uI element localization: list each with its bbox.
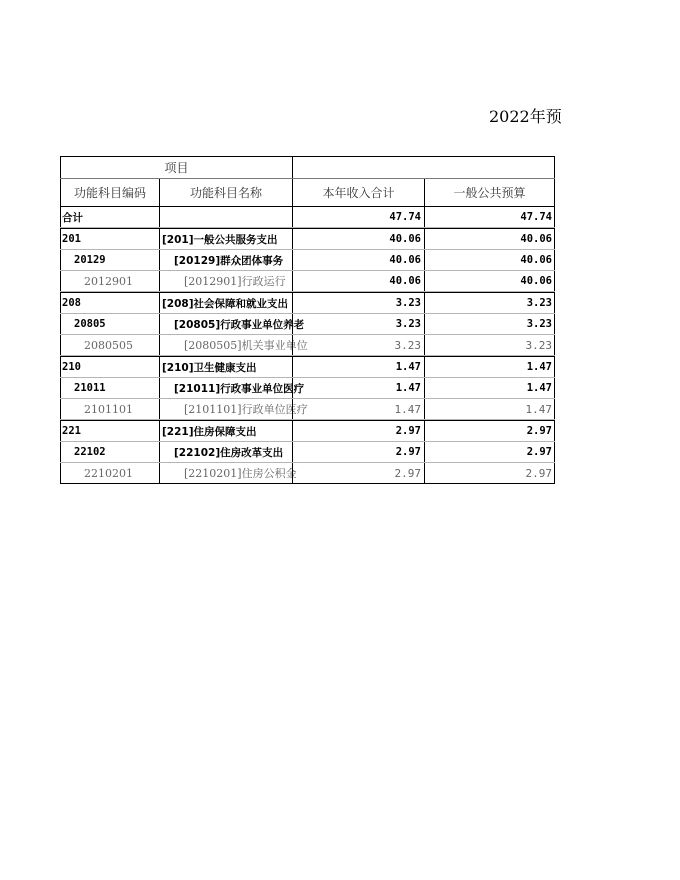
group-header-empty <box>292 157 555 178</box>
row-code: 21011 <box>60 378 159 398</box>
row-total: 1.47 <box>292 357 424 377</box>
row-name: [208]社会保障和就业支出 <box>159 293 292 313</box>
row-code: 20129 <box>60 250 159 270</box>
page-title: 2022年预 <box>489 107 562 126</box>
column-header-name: 功能科目名称 <box>159 179 292 206</box>
row-code: 2101101 <box>60 399 159 419</box>
row-general: 3.23 <box>424 293 555 313</box>
row-name: [2080505]机关事业单位 <box>159 335 292 355</box>
row-total: 1.47 <box>292 399 424 419</box>
row-total: 47.74 <box>292 207 424 227</box>
row-code: 210 <box>60 357 159 377</box>
row-name: [221]住房保障支出 <box>159 421 292 441</box>
row-general: 40.06 <box>424 250 555 270</box>
row-name: [2012901]行政运行 <box>159 271 292 291</box>
table-row <box>60 314 555 335</box>
row-code: 221 <box>60 421 159 441</box>
row-name: [20129]群众团体事务 <box>159 250 292 270</box>
row-name: [2210201]住房公积金 <box>159 463 292 483</box>
row-total: 3.23 <box>292 335 424 355</box>
table-row <box>60 335 555 356</box>
row-code: 2210201 <box>60 463 159 483</box>
row-general: 40.06 <box>424 229 555 249</box>
table-row-total <box>60 207 555 228</box>
row-name: [201]一般公共服务支出 <box>159 229 292 249</box>
row-general: 40.06 <box>424 271 555 291</box>
row-general: 1.47 <box>424 357 555 377</box>
column-header-code: 功能科目编码 <box>60 179 159 206</box>
row-code: 208 <box>60 293 159 313</box>
row-name <box>159 207 292 227</box>
row-total: 40.06 <box>292 229 424 249</box>
row-general: 1.47 <box>424 399 555 419</box>
table-row <box>60 378 555 399</box>
row-total: 2.97 <box>292 463 424 483</box>
row-name: [20805]行政事业单位养老 <box>159 314 292 334</box>
table-row <box>60 442 555 463</box>
table-row <box>60 420 555 442</box>
row-name: [210]卫生健康支出 <box>159 357 292 377</box>
table-row <box>60 228 555 250</box>
row-general: 3.23 <box>424 314 555 334</box>
row-total: 40.06 <box>292 271 424 291</box>
row-code: 20805 <box>60 314 159 334</box>
table-header-row <box>60 179 555 207</box>
column-header-total: 本年收入合计 <box>292 179 424 206</box>
row-total: 2.97 <box>292 421 424 441</box>
table-row <box>60 250 555 271</box>
row-total: 3.23 <box>292 314 424 334</box>
row-code: 2080505 <box>60 335 159 355</box>
row-code: 合计 <box>60 207 159 227</box>
table-row <box>60 463 555 484</box>
row-name: [21011]行政事业单位医疗 <box>159 378 292 398</box>
table-row <box>60 356 555 378</box>
row-general: 2.97 <box>424 463 555 483</box>
table-row <box>60 271 555 292</box>
row-total: 40.06 <box>292 250 424 270</box>
row-general: 2.97 <box>424 421 555 441</box>
column-header-general-budget: 一般公共预算 <box>424 179 555 206</box>
row-code: 201 <box>60 229 159 249</box>
row-general: 47.74 <box>424 207 555 227</box>
table-row <box>60 292 555 314</box>
row-general: 2.97 <box>424 442 555 462</box>
row-code: 2012901 <box>60 271 159 291</box>
table-row <box>60 399 555 420</box>
row-total: 1.47 <box>292 378 424 398</box>
row-general: 1.47 <box>424 378 555 398</box>
row-total: 2.97 <box>292 442 424 462</box>
group-label-project: 项目 <box>60 157 292 178</box>
row-general: 3.23 <box>424 335 555 355</box>
budget-table <box>60 156 555 484</box>
row-total: 3.23 <box>292 293 424 313</box>
row-code: 22102 <box>60 442 159 462</box>
table-group-header-row <box>60 156 555 179</box>
row-name: [2101101]行政单位医疗 <box>159 399 292 419</box>
row-name: [22102]住房改革支出 <box>159 442 292 462</box>
